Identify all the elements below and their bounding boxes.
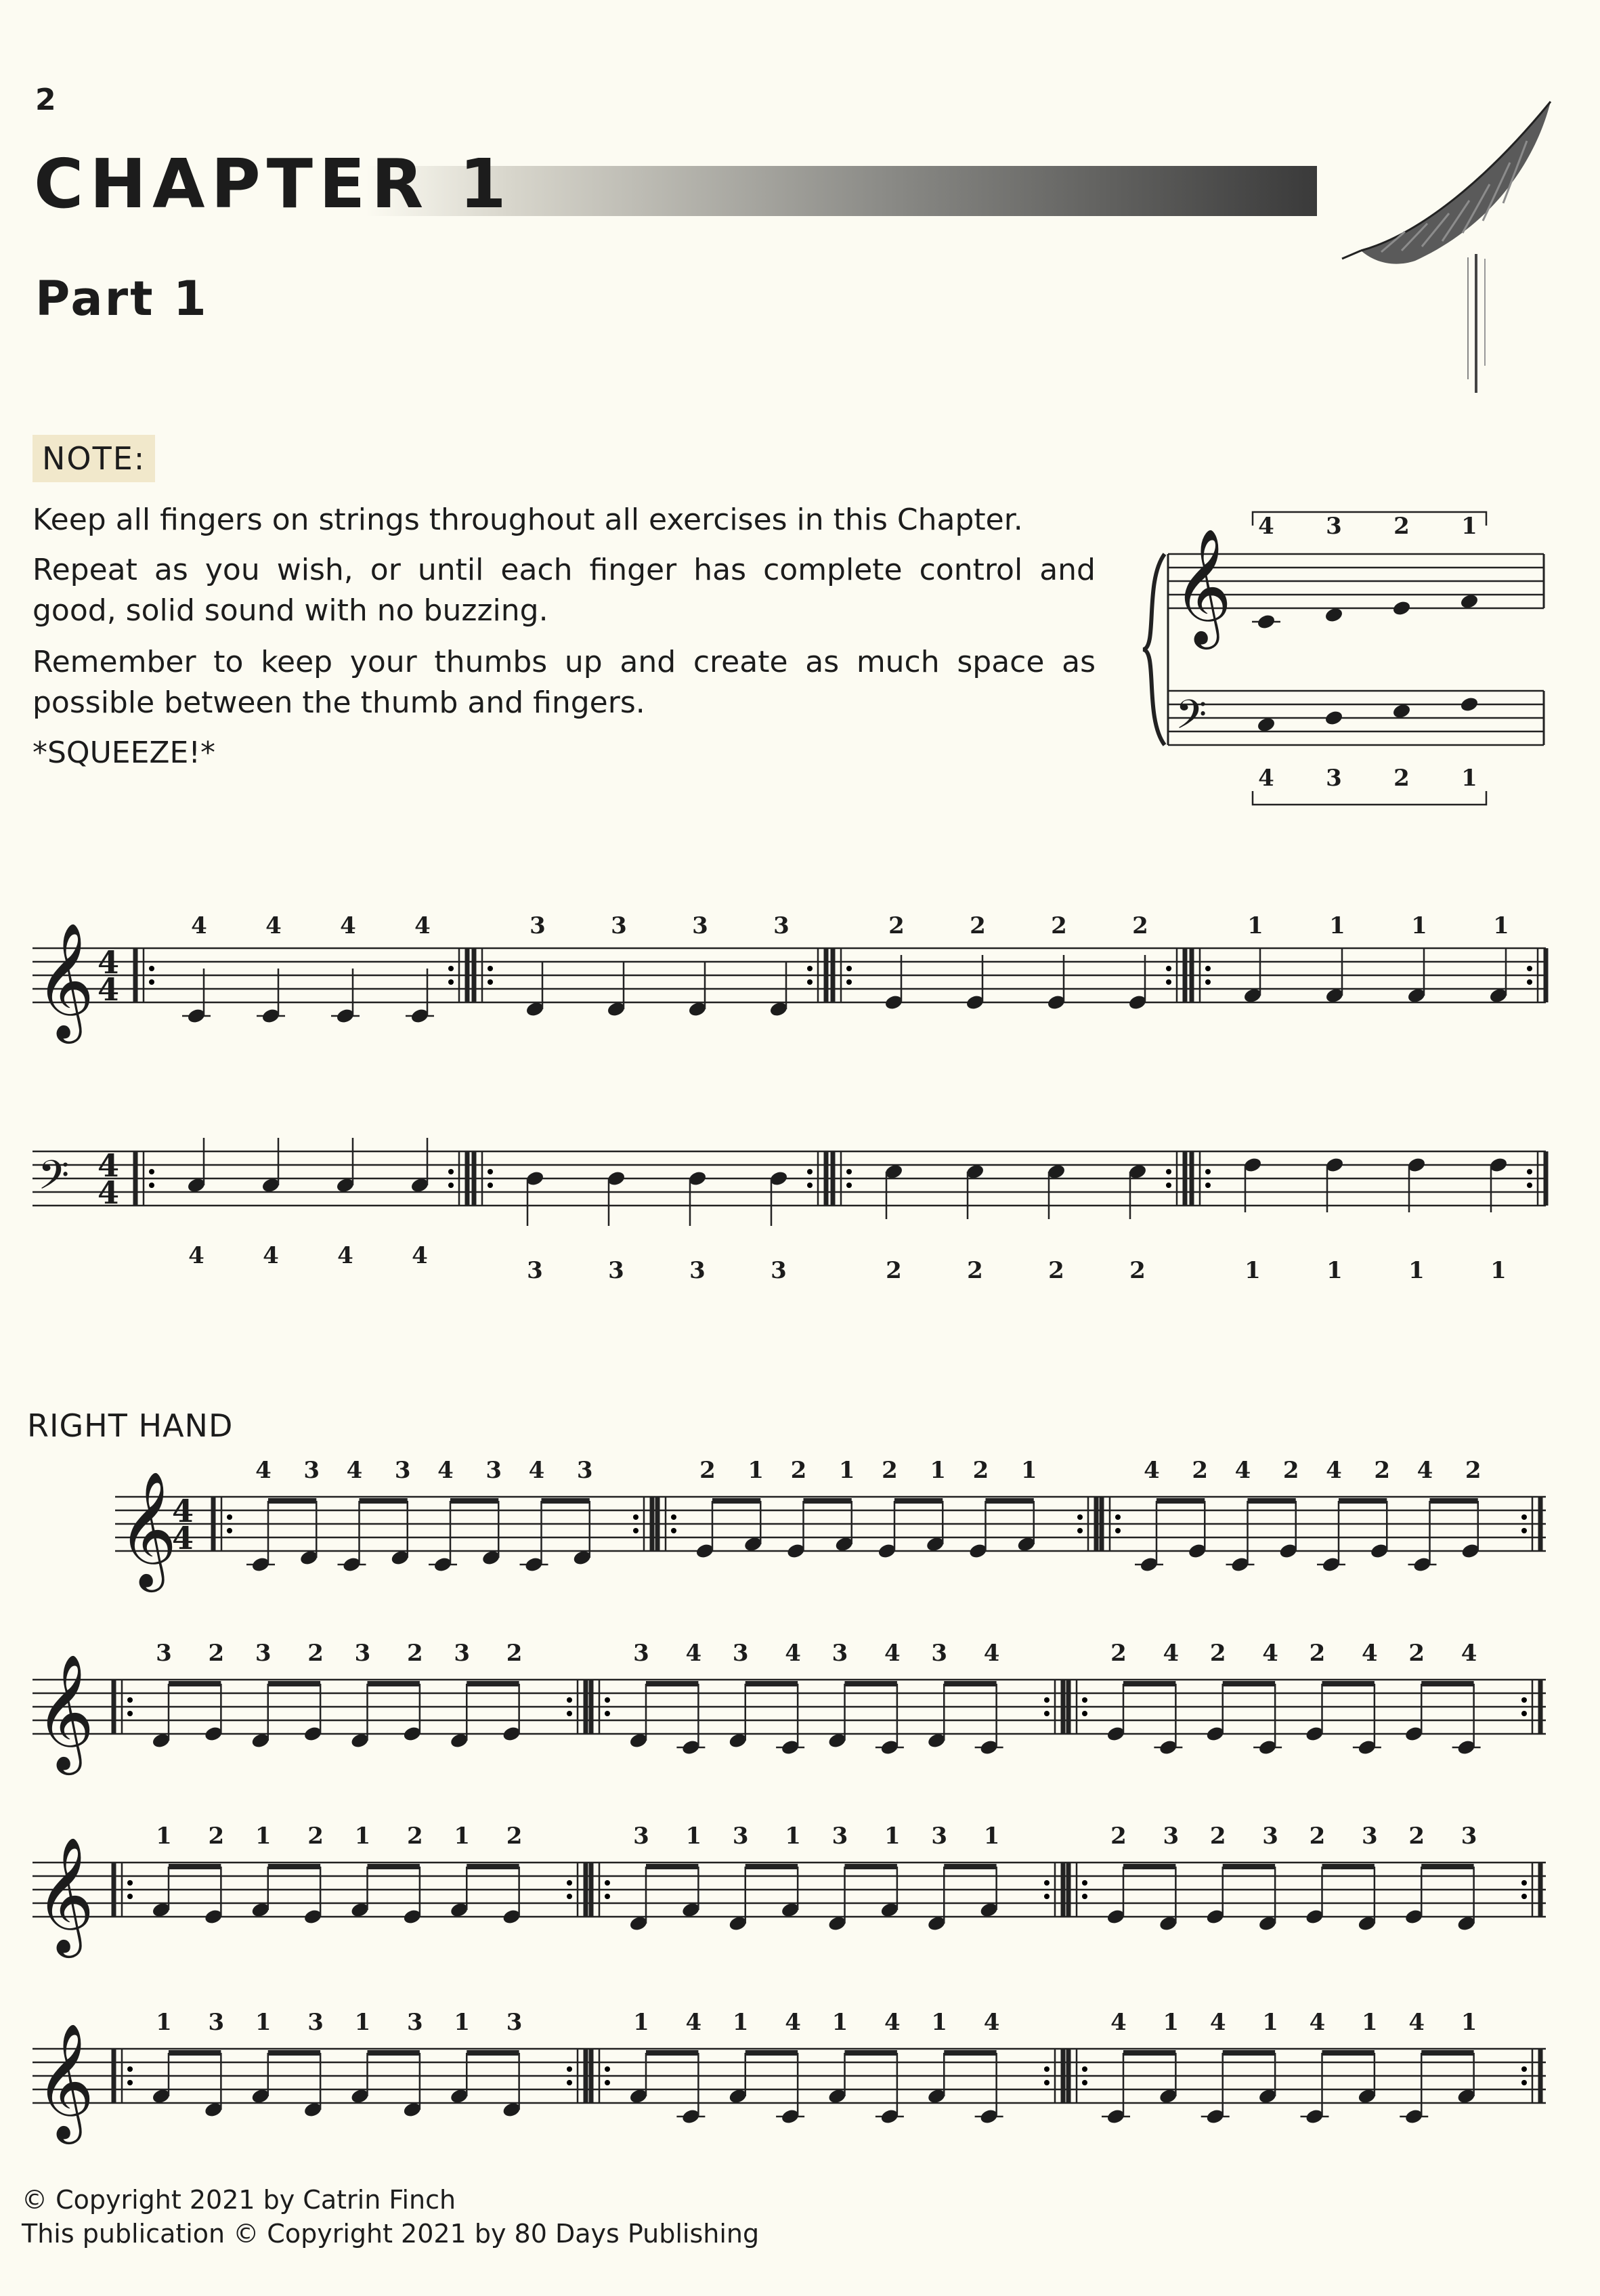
repeat-dot [448, 979, 454, 985]
finger-number: 2 [506, 1640, 523, 1667]
finger-number: 2 [208, 1640, 225, 1667]
finger-number: 3 [692, 912, 708, 939]
finger-number: 1 [831, 2009, 848, 2036]
repeat-dot [149, 966, 154, 971]
finger-number: 2 [882, 1457, 898, 1484]
repeat-dot [1077, 1514, 1083, 1520]
finger-number: 1 [931, 2009, 948, 2036]
repeat-dot [605, 1880, 610, 1886]
note-label: NOTE: [33, 435, 155, 482]
copyright-line-2: This publication © Copyright 2021 by 80 Days Publishing [22, 2219, 760, 2249]
time-signature-bottom: 4 [171, 1520, 194, 1556]
part-title: Part 1 [35, 271, 209, 326]
repeat-dot [633, 1528, 639, 1533]
finger-number: 1 [255, 2009, 272, 2036]
treble-clef: 𝄞 [118, 1470, 177, 1587]
repeat-dot [1082, 1697, 1087, 1703]
finger-number: 1 [354, 2009, 371, 2036]
repeat-dot [567, 1697, 572, 1703]
finger-number: 3 [831, 1640, 848, 1667]
repeat-dot [227, 1528, 232, 1533]
finger-number: 4 [1262, 1640, 1278, 1667]
finger-number: 1 [633, 2009, 649, 2036]
treble-clef: 𝄞 [35, 2022, 95, 2139]
repeat-dot [1521, 1528, 1527, 1533]
finger-number: 4 [1258, 765, 1274, 792]
finger-number: 2 [1192, 1457, 1209, 1484]
finger-number: 2 [506, 1823, 523, 1850]
finger-number: 3 [732, 1640, 749, 1667]
finger-number: 2 [1408, 1640, 1425, 1667]
repeat-dot [846, 966, 852, 971]
finger-number: 1 [685, 1823, 702, 1850]
repeat-dot [127, 1711, 133, 1716]
finger-number: 4 [983, 1640, 1000, 1667]
finger-number: 3 [208, 2009, 225, 2036]
repeat-dot [1521, 2066, 1527, 2072]
time-signature-bottom: 4 [97, 971, 120, 1008]
finger-number: 4 [188, 1242, 204, 1269]
finger-number: 4 [685, 1640, 702, 1667]
finger-key-figure [1138, 474, 1557, 813]
finger-number: 4 [255, 1457, 272, 1484]
repeat-dot [488, 979, 493, 985]
notehead [1256, 613, 1276, 631]
finger-number: 3 [255, 1640, 272, 1667]
finger-number: 2 [1282, 1457, 1299, 1484]
finger-number: 2 [967, 1257, 983, 1284]
finger-number: 1 [156, 1823, 172, 1850]
finger-number: 1 [1411, 912, 1427, 939]
repeat-dot [227, 1514, 232, 1520]
repeat-dot [448, 1169, 454, 1174]
finger-number: 2 [1051, 912, 1067, 939]
finger-number: 1 [454, 1823, 471, 1850]
finger-number: 2 [1209, 1640, 1226, 1667]
repeat-dot [1527, 1169, 1532, 1174]
feather-illustration [1341, 81, 1584, 400]
finger-number: 3 [633, 1823, 649, 1850]
repeat-dot [127, 1697, 133, 1703]
finger-number: 1 [454, 2009, 471, 2036]
repeat-dot [633, 1514, 639, 1520]
note-paragraph-4: *SQUEEZE!* [33, 736, 215, 770]
finger-number: 4 [265, 912, 282, 939]
repeat-dot [1082, 2066, 1087, 2072]
finger-number: 1 [1247, 912, 1263, 939]
finger-number: 1 [354, 1823, 371, 1850]
finger-number: 2 [1048, 1257, 1064, 1284]
finger-number: 3 [506, 2009, 523, 2036]
finger-number: 1 [1461, 513, 1477, 540]
finger-number: 3 [1362, 1823, 1378, 1850]
finger-number: 3 [303, 1457, 320, 1484]
finger-number: 2 [970, 912, 986, 939]
finger-number: 1 [1329, 912, 1345, 939]
finger-number: 3 [394, 1457, 411, 1484]
repeat-dot [1521, 1514, 1527, 1520]
repeat-dot [567, 2066, 572, 2072]
finger-number: 1 [983, 1823, 1000, 1850]
finger-number: 4 [983, 2009, 1000, 2036]
treble-clef: 𝄞 [35, 1836, 95, 1953]
finger-number: 3 [529, 912, 546, 939]
finger-number: 3 [407, 2009, 423, 2036]
finger-number: 3 [1262, 1823, 1278, 1850]
repeat-dot [1166, 966, 1171, 971]
finger-number: 3 [454, 1640, 471, 1667]
notehead [1459, 696, 1479, 713]
repeat-dot [671, 1514, 676, 1520]
bass-clef: 𝄢 [1175, 691, 1207, 748]
finger-number: 4 [884, 1640, 901, 1667]
finger-number: 3 [1326, 513, 1342, 540]
repeat-dot [1166, 1183, 1171, 1188]
finger-number: 2 [1129, 1257, 1146, 1284]
finger-number: 4 [1234, 1457, 1251, 1484]
finger-number: 2 [699, 1457, 716, 1484]
time-signature-top: 4 [171, 1493, 194, 1529]
chapter-title: CHAPTER 1 [34, 144, 513, 224]
repeat-dot [448, 1183, 454, 1188]
finger-number: 4 [1309, 2009, 1326, 2036]
repeat-dot [1044, 1880, 1050, 1886]
repeat-dot [149, 1183, 154, 1188]
repeat-dot [1521, 1894, 1527, 1899]
repeat-dot [1082, 1880, 1087, 1886]
finger-number: 3 [485, 1457, 502, 1484]
finger-number: 1 [1461, 765, 1477, 792]
finger-number: 4 [263, 1242, 279, 1269]
repeat-dot [1521, 1711, 1527, 1716]
repeat-dot [127, 1880, 133, 1886]
repeat-dot [567, 1880, 572, 1886]
bass-clef: 𝄢 [38, 1151, 70, 1208]
finger-number: 4 [785, 1640, 801, 1667]
finger-number: 4 [1209, 2009, 1226, 2036]
repeat-dot [1205, 979, 1211, 985]
repeat-dot [605, 1711, 610, 1716]
finger-number: 2 [888, 912, 905, 939]
finger-number: 3 [576, 1457, 593, 1484]
finger-number: 4 [437, 1457, 454, 1484]
finger-number: 3 [1326, 765, 1342, 792]
finger-number: 1 [1362, 2009, 1378, 2036]
finger-number: 2 [1393, 513, 1410, 540]
finger-number: 4 [337, 1242, 353, 1269]
finger-number: 3 [771, 1257, 787, 1284]
finger-number: 2 [307, 1640, 324, 1667]
finger-number: 4 [1163, 1640, 1180, 1667]
repeat-dot [1077, 1528, 1083, 1533]
finger-number: 2 [407, 1640, 423, 1667]
finger-number: 1 [1490, 1257, 1507, 1284]
finger-number: 3 [773, 912, 790, 939]
repeat-dot [127, 2080, 133, 2085]
finger-number: 3 [307, 2009, 324, 2036]
repeat-dot [1205, 966, 1211, 971]
finger-number: 2 [1309, 1640, 1326, 1667]
feather-icon [1342, 102, 1551, 393]
repeat-dot [1527, 979, 1532, 985]
repeat-dot [488, 1169, 493, 1174]
repeat-dot [605, 1697, 610, 1703]
repeat-dot [567, 1711, 572, 1716]
finger-number: 4 [414, 912, 431, 939]
finger-number: 3 [633, 1640, 649, 1667]
finger-bracket [1253, 791, 1486, 805]
treble-clef: 𝄞 [35, 922, 95, 1038]
repeat-dot [149, 979, 154, 985]
repeat-dot [1166, 1169, 1171, 1174]
treble-clef: 𝄞 [35, 1653, 95, 1770]
repeat-dot [807, 979, 813, 985]
note-paragraph-2: Repeat as you wish, or until each finger has complete control and good, solid sound with no buzzing. [33, 553, 1096, 628]
finger-number: 1 [732, 2009, 749, 2036]
finger-number: 2 [1132, 912, 1148, 939]
finger-number: 4 [1408, 2009, 1425, 2036]
repeat-dot [1044, 2066, 1050, 2072]
notehead [1391, 599, 1412, 617]
note-paragraph-3: Remember to keep your thumbs up and create as much space as possible between the thumb and fingers. [33, 645, 1096, 720]
repeat-dot [807, 1169, 813, 1174]
finger-number: 3 [156, 1640, 172, 1667]
time-signature-top: 4 [97, 1147, 120, 1184]
finger-number: 4 [528, 1457, 545, 1484]
finger-number: 2 [1309, 1823, 1326, 1850]
repeat-dot [1521, 2080, 1527, 2085]
finger-number: 2 [407, 1823, 423, 1850]
finger-number: 1 [156, 2009, 172, 2036]
right-hand-exercises [0, 1436, 1600, 2181]
finger-number: 2 [972, 1457, 989, 1484]
finger-number: 2 [1393, 765, 1410, 792]
finger-number: 3 [831, 1823, 848, 1850]
finger-number: 3 [611, 912, 627, 939]
finger-number: 4 [191, 912, 207, 939]
repeat-dot [1205, 1183, 1211, 1188]
time-signature-top: 4 [97, 944, 120, 981]
finger-number: 3 [527, 1257, 543, 1284]
finger-number: 3 [608, 1257, 624, 1284]
finger-number: 2 [1209, 1823, 1226, 1850]
finger-number: 2 [1110, 1823, 1127, 1850]
repeat-dot [448, 966, 454, 971]
repeat-dot [1082, 1894, 1087, 1899]
finger-number: 4 [346, 1457, 363, 1484]
finger-number: 4 [1417, 1457, 1433, 1484]
repeat-dot [127, 2066, 133, 2072]
finger-number: 4 [1110, 2009, 1127, 2036]
finger-number: 1 [1020, 1457, 1037, 1484]
repeat-dot [488, 1183, 493, 1188]
finger-number: 4 [1362, 1640, 1378, 1667]
finger-number: 4 [1144, 1457, 1160, 1484]
finger-number: 1 [884, 1823, 901, 1850]
repeat-dot [567, 2080, 572, 2085]
finger-number: 3 [1461, 1823, 1477, 1850]
repeat-dot [488, 966, 493, 971]
repeat-dot [1115, 1528, 1121, 1533]
repeat-dot [1044, 1697, 1050, 1703]
finger-number: 2 [1465, 1457, 1482, 1484]
finger-number: 4 [1258, 513, 1274, 540]
finger-number: 1 [785, 1823, 801, 1850]
repeat-dot [1527, 966, 1532, 971]
finger-number: 4 [412, 1242, 428, 1269]
finger-number: 4 [884, 2009, 901, 2036]
time-signature-bottom: 4 [97, 1174, 120, 1211]
finger-number: 4 [1326, 1457, 1342, 1484]
repeat-dot [605, 2066, 610, 2072]
repeat-dot [1044, 1894, 1050, 1899]
finger-number: 1 [838, 1457, 855, 1484]
treble-clef: 𝄞 [1173, 528, 1232, 644]
page-number: 2 [35, 83, 56, 117]
finger-number: 3 [354, 1640, 371, 1667]
repeat-dot [1082, 2080, 1087, 2085]
finger-number: 2 [1408, 1823, 1425, 1850]
finger-number: 3 [689, 1257, 706, 1284]
finger-number: 1 [1245, 1257, 1261, 1284]
finger-number: 1 [930, 1457, 947, 1484]
finger-number: 3 [931, 1640, 948, 1667]
finger-number: 4 [785, 2009, 801, 2036]
finger-number: 1 [1461, 2009, 1477, 2036]
repeat-dot [1044, 2080, 1050, 2085]
finger-number: 1 [1262, 2009, 1278, 2036]
finger-number: 1 [255, 1823, 272, 1850]
repeat-dot [1521, 1697, 1527, 1703]
repeat-dot [149, 1169, 154, 1174]
repeat-dot [671, 1528, 676, 1533]
finger-number: 4 [1461, 1640, 1477, 1667]
finger-number: 2 [1374, 1457, 1391, 1484]
finger-number: 4 [340, 912, 356, 939]
finger-number: 1 [1493, 912, 1509, 939]
repeat-dot [1521, 1880, 1527, 1886]
brace [1143, 554, 1165, 745]
copyright-line-1: © Copyright 2021 by Catrin Finch [22, 2185, 456, 2215]
finger-number: 2 [790, 1457, 807, 1484]
repeat-dot [807, 966, 813, 971]
repeat-dot [1205, 1169, 1211, 1174]
repeat-dot [567, 1894, 572, 1899]
finger-number: 2 [1110, 1640, 1127, 1667]
repeat-dot [846, 979, 852, 985]
repeat-dot [1166, 979, 1171, 985]
repeat-dot [807, 1183, 813, 1188]
finger-number: 1 [748, 1457, 764, 1484]
finger-number: 2 [886, 1257, 902, 1284]
repeat-dot [846, 1169, 852, 1174]
finger-number: 1 [1408, 1257, 1425, 1284]
repeat-dot [605, 2080, 610, 2085]
repeat-dot [1527, 1183, 1532, 1188]
notehead [1324, 709, 1344, 727]
repeat-dot [1082, 1711, 1087, 1716]
finger-number: 1 [1163, 2009, 1180, 2036]
repeat-dot [846, 1183, 852, 1188]
finger-number: 4 [685, 2009, 702, 2036]
right-hand-label: RIGHT HAND [27, 1407, 234, 1444]
finger-number: 1 [1326, 1257, 1343, 1284]
finger-number: 2 [307, 1823, 324, 1850]
repeat-dot [1115, 1514, 1121, 1520]
repeat-dot [1044, 1711, 1050, 1716]
finger-bracket [1253, 512, 1486, 526]
finger-number: 2 [208, 1823, 225, 1850]
exercise-1-system [0, 908, 1600, 1287]
finger-number: 3 [931, 1823, 948, 1850]
finger-number: 3 [1163, 1823, 1180, 1850]
repeat-dot [127, 1894, 133, 1899]
repeat-dot [605, 1894, 610, 1899]
finger-number: 3 [732, 1823, 749, 1850]
note-paragraph-1: Keep all fingers on strings throughout all exercises in this Chapter. [33, 503, 1023, 537]
